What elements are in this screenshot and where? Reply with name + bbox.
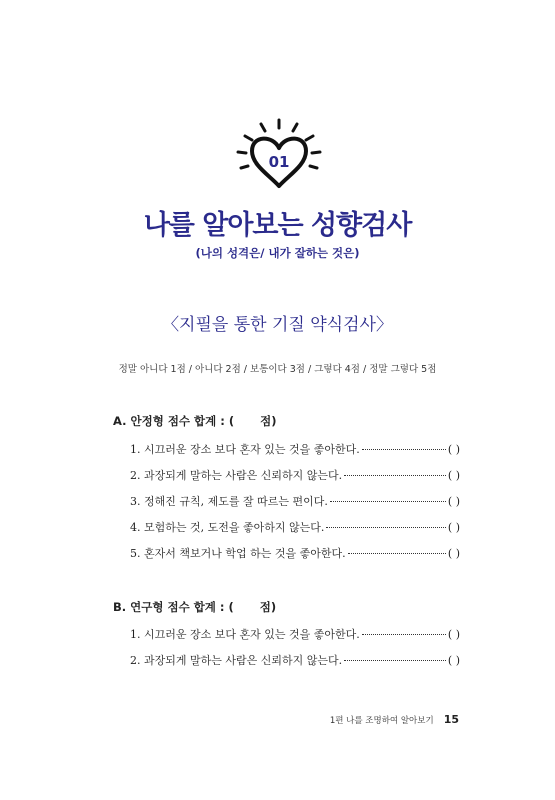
footer-chapter: 1편 나를 조명하여 알아보기 bbox=[329, 716, 434, 726]
item-text: 1. 시끄러운 장소 보다 혼자 있는 것을 좋아한다. bbox=[130, 628, 360, 641]
dot-leader bbox=[362, 449, 446, 450]
group-a-item-5 bbox=[130, 544, 460, 562]
item-text: 5. 혼자서 책보거나 학업 하는 것을 좋아한다. bbox=[130, 547, 346, 560]
group-b-unit: 점) bbox=[259, 600, 277, 614]
group-b-heading bbox=[113, 599, 276, 615]
dot-leader bbox=[344, 475, 446, 476]
score-scale: 정말 아니다 1점 / 아니다 2점 / 보통이다 3점 / 그렇다 4점 / 정말 그렇다 5점 bbox=[118, 364, 437, 375]
item-text: 2. 과장되게 말하는 사람은 신뢰하지 않는다. bbox=[130, 469, 343, 482]
group-b-label: B. 연구형 점수 합계 : ( bbox=[113, 600, 234, 614]
emblem-number: 01 bbox=[268, 153, 290, 171]
page-subtitle: (나의 성격은/ 내가 잘하는 것은) bbox=[195, 246, 360, 260]
page-number: 15 bbox=[443, 713, 459, 726]
section-heading: 〈지필을 통한 기질 약식검사〉 bbox=[162, 315, 393, 335]
group-b-item-1 bbox=[130, 625, 460, 643]
answer-blank[interactable]: ( ) bbox=[447, 546, 460, 560]
answer-blank[interactable]: ( ) bbox=[447, 653, 460, 667]
answer-blank[interactable]: ( ) bbox=[447, 468, 460, 482]
dot-leader bbox=[362, 634, 446, 635]
item-text: 2. 과장되게 말하는 사람은 신뢰하지 않는다. bbox=[130, 654, 343, 667]
dot-leader bbox=[344, 660, 446, 661]
group-a-heading bbox=[113, 413, 277, 429]
group-a-label: A. 안정형 점수 합계 : ( bbox=[113, 414, 235, 428]
answer-blank[interactable]: ( ) bbox=[447, 494, 460, 508]
dot-leader bbox=[330, 501, 446, 502]
page-title: 나를 알아보는 성향검사 bbox=[143, 210, 412, 241]
group-a-item-4 bbox=[130, 518, 460, 536]
group-b-item-2 bbox=[130, 651, 460, 669]
group-a-item-3 bbox=[130, 492, 460, 510]
answer-blank[interactable]: ( ) bbox=[447, 442, 460, 456]
group-a-unit: 점) bbox=[260, 414, 277, 428]
page-footer bbox=[330, 713, 459, 726]
item-text: 3. 정해진 규칙, 제도를 잘 따르는 편이다. bbox=[130, 495, 328, 508]
dot-leader bbox=[348, 553, 446, 554]
item-text: 1. 시끄러운 장소 보다 혼자 있는 것을 좋아한다. bbox=[130, 443, 360, 456]
heart-emblem bbox=[235, 118, 323, 196]
dot-leader bbox=[326, 527, 446, 528]
group-a-item-2 bbox=[130, 466, 460, 484]
answer-blank[interactable]: ( ) bbox=[447, 627, 460, 641]
group-a-item-1 bbox=[130, 440, 460, 458]
item-text: 4. 모험하는 것, 도전을 좋아하지 않는다. bbox=[130, 521, 325, 534]
answer-blank[interactable]: ( ) bbox=[447, 520, 460, 534]
